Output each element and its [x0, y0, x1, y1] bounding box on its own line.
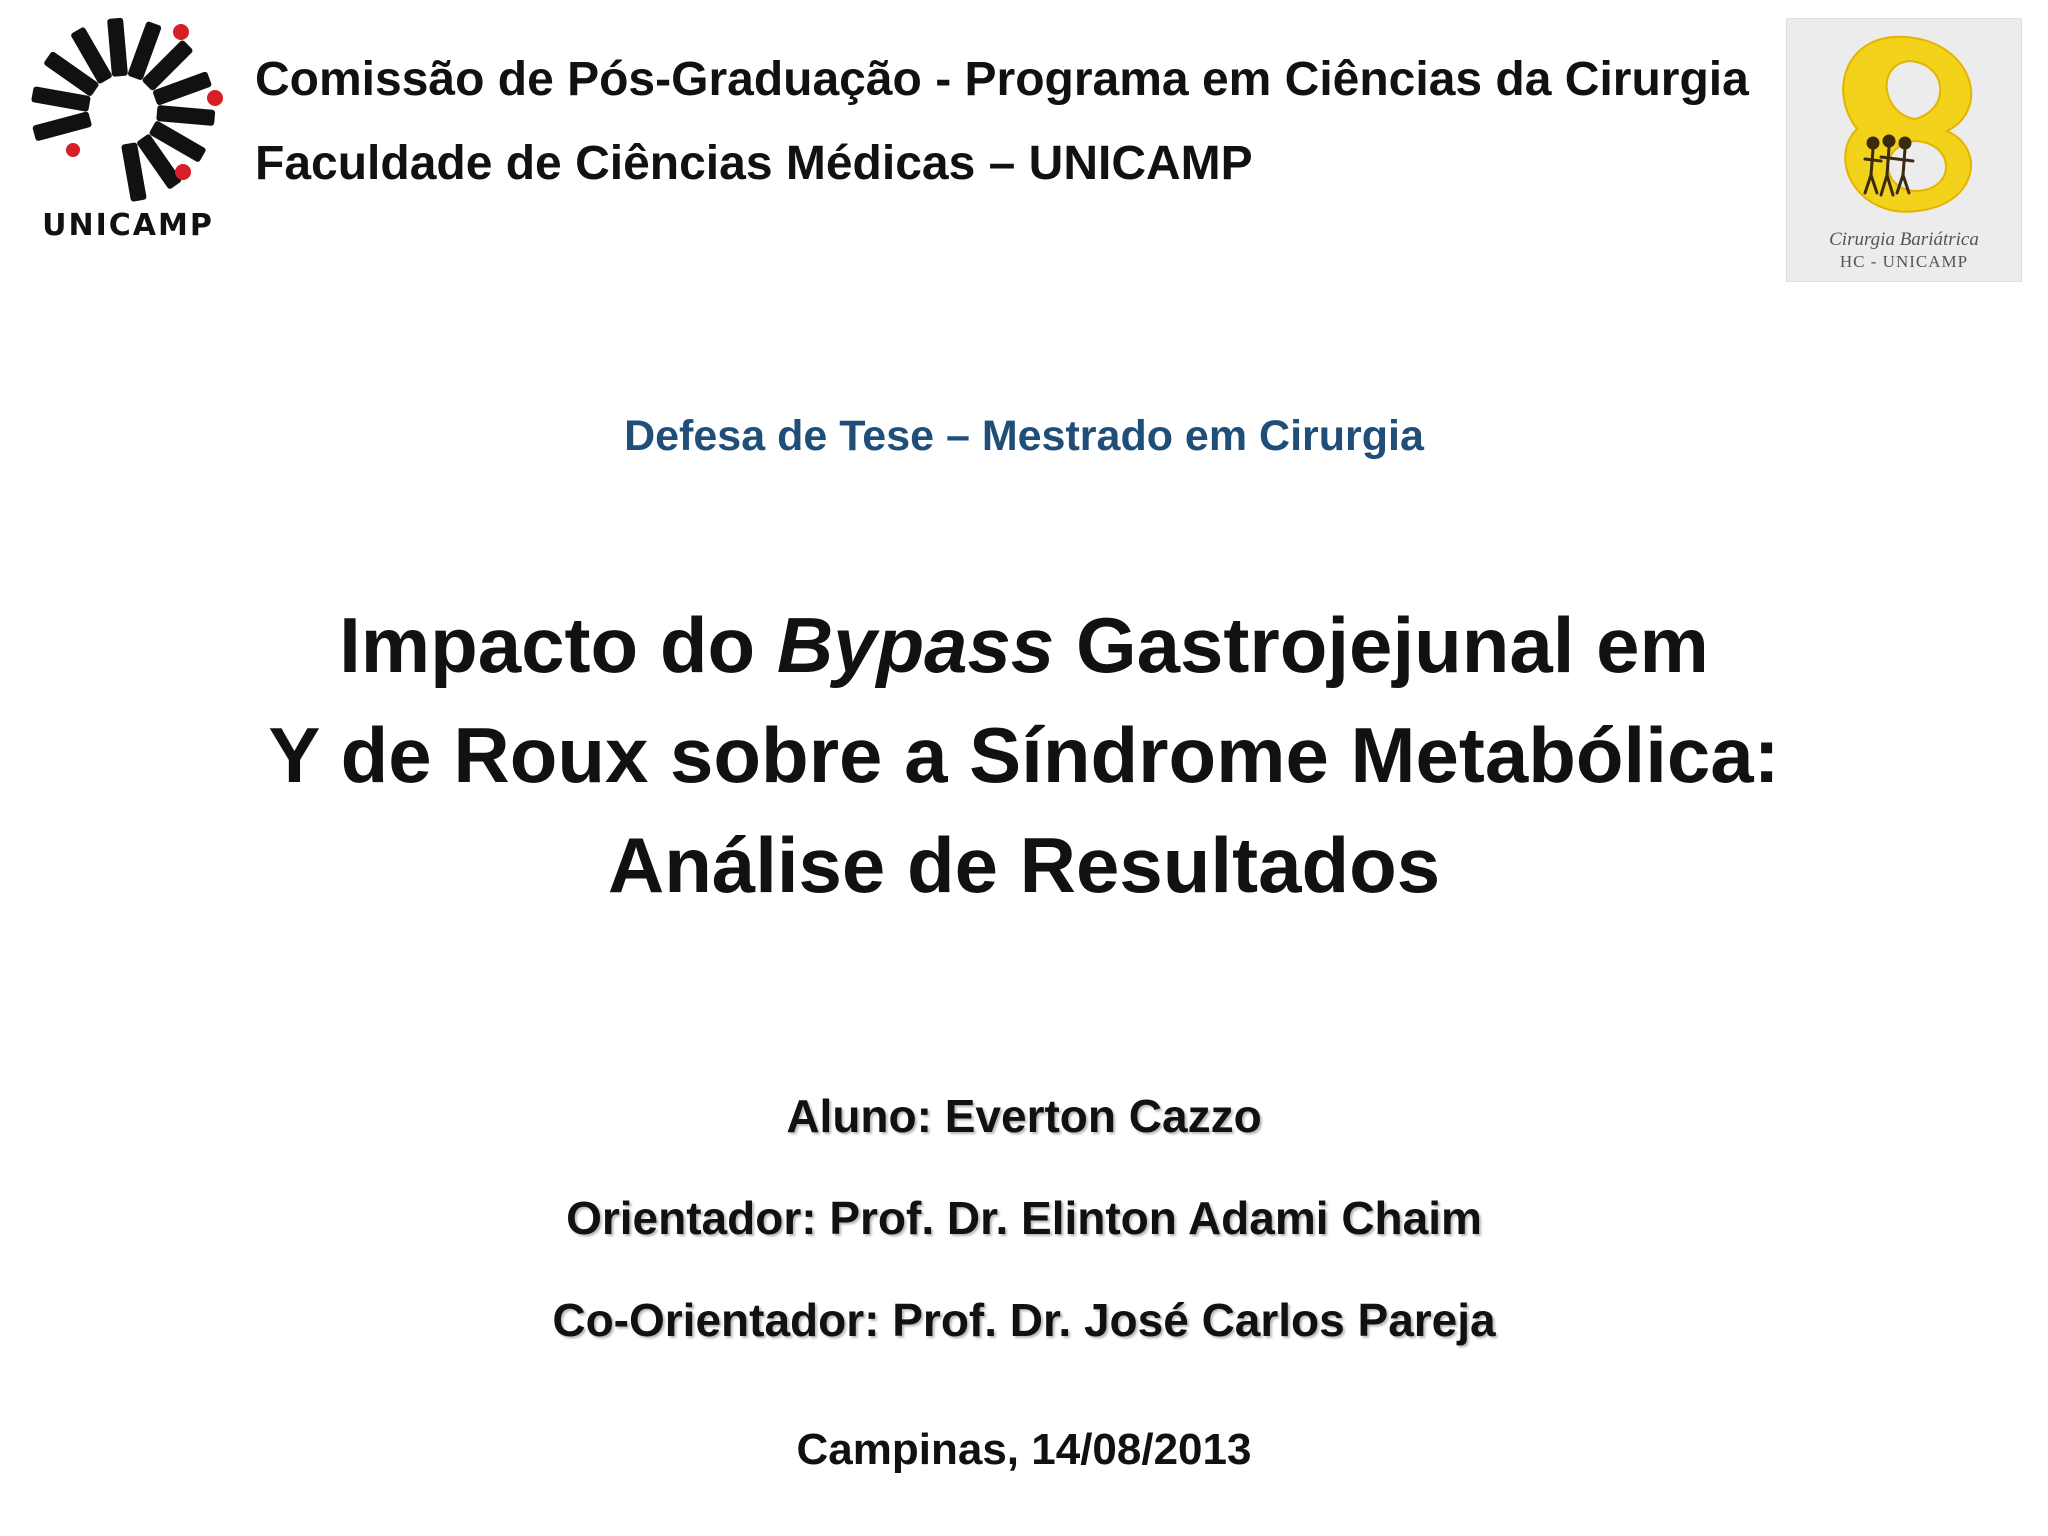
title-line-1-italic: Bypass	[776, 601, 1055, 689]
header	[255, 38, 1755, 206]
thesis-title-line-1	[0, 590, 2048, 700]
thesis-title-line-2: Y de Roux sobre a Síndrome Metabólica:	[268, 711, 1780, 799]
bariatric-surgery-logo-icon	[1786, 18, 2022, 282]
thesis-defense-subtitle: Defesa de Tese – Mestrado em Cirurgia	[624, 412, 1424, 460]
bariatric-logo-subcaption: HC - UNICAMP	[1839, 252, 1969, 271]
header-program-line: Comissão de Pós-Graduação - Programa em Ciências da Cirurgia	[255, 53, 1749, 106]
thesis-title-line-3: Análise de Resultados	[607, 821, 1441, 909]
advisor-name: Orientador: Prof. Dr. Elinton Adami Chaim	[566, 1192, 1482, 1244]
bariatric-logo-caption: Cirurgia Bariátrica	[1829, 229, 1979, 250]
title-line-1-post: Gastrojejunal em	[1054, 601, 1709, 689]
place-and-date: Campinas, 14/08/2013	[796, 1425, 1252, 1474]
thesis-title	[0, 590, 2048, 920]
authors-block	[0, 1065, 2048, 1371]
unicamp-logo-wordmark: UNICAMP	[42, 208, 214, 243]
header-faculty-line: Faculdade de Ciências Médicas – UNICAMP	[255, 137, 1253, 190]
title-line-1-pre: Impacto do	[339, 601, 777, 689]
student-name: Aluno: Everton Cazzo	[786, 1090, 1262, 1142]
co-advisor-name: Co-Orientador: Prof. Dr. José Carlos Pareja	[552, 1294, 1496, 1346]
unicamp-logo-icon	[28, 10, 228, 243]
